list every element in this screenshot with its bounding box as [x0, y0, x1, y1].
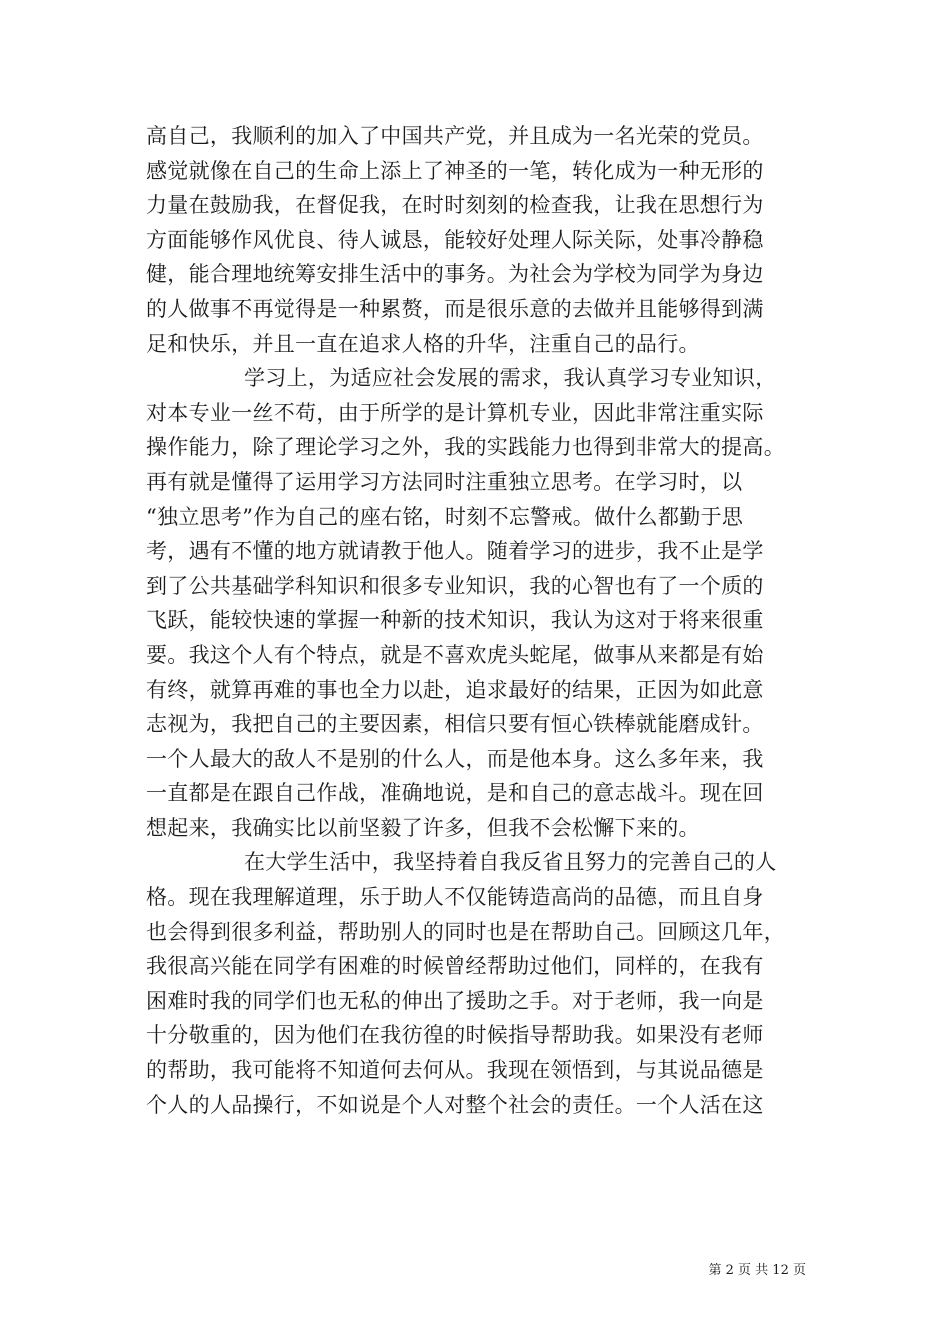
text-line: 对本专业一丝不苟，由于所学的是计算机专业，因此非常注重实际: [146, 400, 764, 425]
text-line: 到了公共基础学科知识和很多专业知识，我的心智也有了一个质的: [146, 573, 764, 598]
text-line: 方面能够作风优良、待人诚恳，能较好处理人际关际，处事冷静稳: [146, 227, 764, 252]
text-line: 操作能力，除了理论学习之外，我的实践能力也得到非常大的提高。: [146, 435, 785, 460]
document-body: [146, 119, 806, 1122]
footer-total-pages: 12: [772, 1263, 789, 1278]
text-line: 一直都是在跟自己作战，准确地说，是和自己的意志战斗。现在回: [146, 781, 764, 806]
text-line: 飞跃，能较快速的掌握一种新的技术知识，我认为这对于将来很重: [146, 608, 764, 633]
text-line: 考，遇有不懂的地方就请教于他人。随着学习的进步，我不止是学: [146, 539, 764, 564]
text-line: 的人做事不再觉得是一种累赘，而是很乐意的去做并且能够得到满: [146, 296, 764, 321]
text-line: 感觉就像在自己的生命上添上了神圣的一笔，转化成为一种无形的: [146, 158, 764, 183]
text-line: 要。我这个人有个特点，就是不喜欢虎头蛇尾，做事从来都是有始: [146, 642, 764, 667]
text-line: 困难时我的同学们也无私的伸出了援助之手。对于老师，我一向是: [146, 988, 764, 1013]
text-line: 我很高兴能在同学有困难的时候曾经帮助过他们，同样的，在我有: [146, 954, 764, 979]
footer-suffix: 页: [792, 1263, 806, 1278]
text-line: 足和快乐，并且一直在追求人格的升华，注重自己的品行。: [146, 331, 700, 356]
text-line: 个人的人品操行，不如说是个人对整个社会的责任。一个人活在这: [146, 1092, 764, 1117]
text-line: 有终，就算再难的事也全力以赴，追求最好的结果，正因为如此意: [146, 677, 764, 702]
text-line: 再有就是懂得了运用学习方法同时注重独立思考。在学习时，以: [146, 469, 743, 494]
text-line: 力量在鼓励我，在督促我，在时时刻刻的检查我，让我在思想行为: [146, 193, 764, 218]
text-line: 想起来，我确实比以前坚毅了许多，但我不会松懈下来的。: [146, 815, 700, 840]
text-line: 高自己，我顺利的加入了中国共产党，并且成为一名光荣的党员。: [146, 124, 764, 148]
text-line: 的帮助，我可能将不知道何去何从。我现在领悟到，与其说品德是: [146, 1058, 764, 1083]
text-line: 十分敬重的，因为他们在我彷徨的时候指导帮助我。如果没有老师: [146, 1023, 764, 1048]
text-line: 格。现在我理解道理，乐于助人不仅能铸造高尚的品德，而且自身: [146, 885, 764, 910]
paragraph-first-line: 在大学生活中，我坚持着自我反省且努力的完善自己的人: [244, 850, 777, 875]
text-line: 也会得到很多利益，帮助别人的同时也是在帮助自己。回顾这几年，: [146, 919, 785, 944]
text-line: “独立思考”作为自己的座右铭，时刻不忘警戒。做什么都勤于思: [146, 504, 744, 529]
text-line: 健，能合理地统筹安排生活中的事务。为社会为学校为同学为身边: [146, 262, 764, 287]
footer-prefix: 第: [708, 1263, 722, 1278]
page-footer: [708, 1263, 806, 1279]
footer-current-page: 2: [725, 1263, 734, 1278]
footer-middle: 页 共: [738, 1263, 769, 1278]
text-line: 一个人最大的敌人不是别的什么人，而是他本身。这么多年来，我: [146, 746, 764, 771]
paragraph-first-line: 学习上，为适应社会发展的需求，我认真学习专业知识，: [244, 366, 777, 391]
text-line: 志视为，我把自己的主要因素，相信只要有恒心铁棒就能磨成针。: [146, 712, 764, 737]
